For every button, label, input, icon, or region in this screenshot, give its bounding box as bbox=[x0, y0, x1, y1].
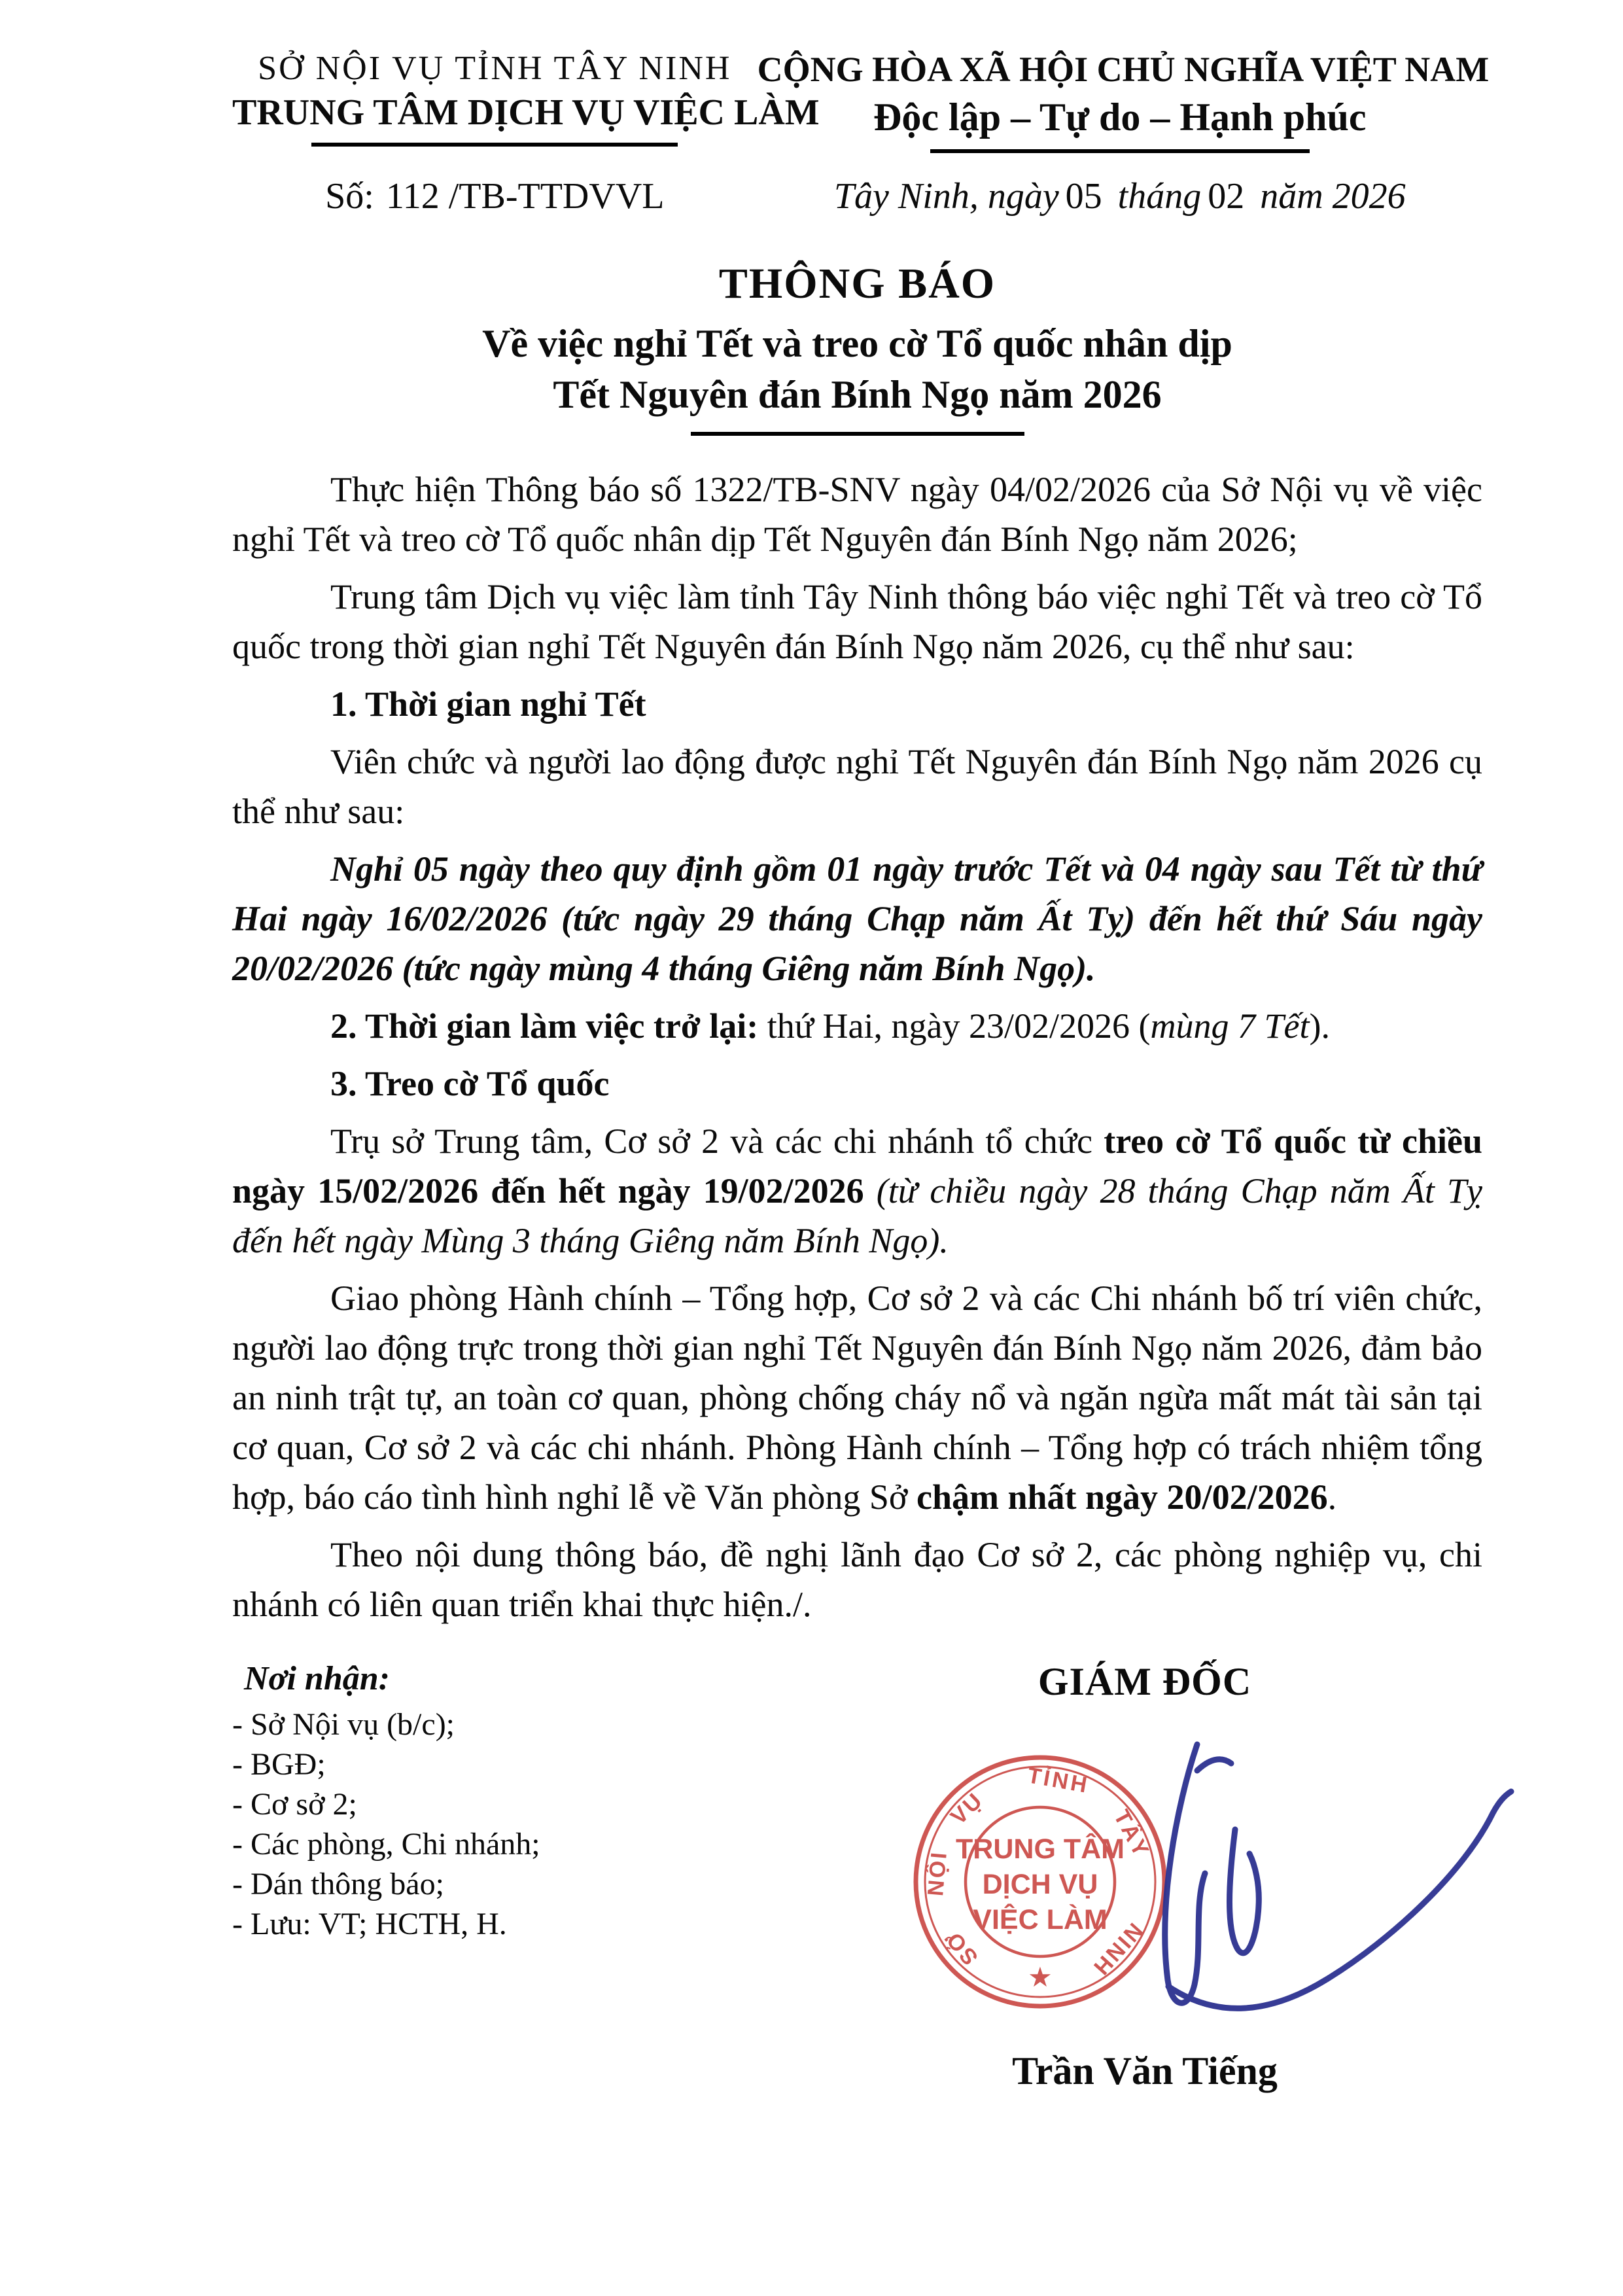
document-header bbox=[232, 49, 1490, 153]
paragraph-duty bbox=[232, 1273, 1482, 1522]
stamp-center-line3: VIỆC LÀM bbox=[973, 1904, 1108, 1935]
stamp-and-signature-area bbox=[807, 1704, 1482, 2045]
signature-stroke-4 bbox=[1168, 1792, 1511, 2008]
flag-text-lunar-note: (từ chiều ngày 28 tháng Chạp năm Ất Tỵ đến hết ngày Mùng 3 tháng Giêng năm Bính Ngọ). bbox=[232, 1171, 1482, 1260]
duty-text-regular: Giao phòng Hành chính – Tổng hợp, Cơ sở 2 và các Chi nhánh bố trí viên chức, người lao động trực trong thời gian nghỉ Tết Nguyên đán Bính Ngọ năm 2026, đảm bảo an ninh trật tự, an toàn cơ quan, phòng chống cháy nổ và ngăn ngừa mất mát tài sản tại cơ quan, Cơ sở 2 và các chi nhánh. Phòng Hành chính – Tổng hợp có trách nhiệm tổng hợp, báo cáo tình hình nghỉ lễ về Văn phòng Sở bbox=[232, 1279, 1482, 1517]
paragraph-holiday-dates: Nghỉ 05 ngày theo quy định gồm 01 ngày trước Tết và 04 ngày sau Tết từ thứ Hai ngày 16/02/2026 (tức ngày 29 tháng Chạp năm Ất Tỵ) đến hết thứ Sáu ngày 20/02/2026 (tức ngày mùng 4 tháng Giêng năm Bính Ngọ). bbox=[232, 849, 1482, 988]
motto-underline bbox=[930, 149, 1310, 153]
section-3-heading: 3. Treo cờ Tổ quốc bbox=[330, 1064, 610, 1103]
stamp-ring-word-ninh: NINH bbox=[1087, 1918, 1148, 1981]
paragraph-flag bbox=[232, 1116, 1482, 1265]
title-underline bbox=[691, 432, 1024, 436]
stamp-star-icon: ★ bbox=[1028, 1962, 1053, 1992]
duty-deadline-bold: chậm nhất ngày 20/02/2026 bbox=[916, 1477, 1328, 1517]
recipient-item: - Sở Nội vụ (b/c); bbox=[232, 1707, 455, 1742]
date-year: năm 2026 bbox=[1260, 176, 1406, 217]
signature-block bbox=[807, 1659, 1482, 2094]
official-stamp-and-signature bbox=[765, 1708, 1524, 2049]
national-motto: Độc lập – Tự do – Hạnh phúc bbox=[873, 96, 1367, 139]
number-and-date-row bbox=[232, 175, 1482, 217]
recipient-item: - BGĐ; bbox=[232, 1747, 326, 1782]
recipients-block bbox=[232, 1659, 807, 2094]
recipient-item: - Dán thông báo; bbox=[232, 1867, 444, 1901]
date-month: 02 bbox=[1208, 176, 1245, 217]
section-2-text: thứ Hai, ngày 23/02/2026 ( bbox=[758, 1006, 1151, 1046]
document-footer bbox=[232, 1659, 1482, 2094]
signature-stroke-3 bbox=[1230, 1829, 1259, 1953]
recipients-label: Nơi nhận: bbox=[244, 1660, 390, 1697]
flag-text-regular: Trụ sở Trung tâm, Cơ sở 2 và các chi nhánh tổ chức bbox=[330, 1122, 1104, 1161]
stamp-ring-word-vu: VỤ bbox=[946, 1787, 988, 1830]
so-label: Số: bbox=[325, 176, 374, 217]
section-2-end: ). bbox=[1309, 1006, 1330, 1046]
recipients-list bbox=[232, 1704, 807, 1944]
paragraph-section1-intro: Viên chức và người lao động được nghỉ Tết Nguyên đán Bính Ngọ năm 2026 cụ thể như sau: bbox=[232, 742, 1482, 831]
recipient-item: - Các phòng, Chi nhánh; bbox=[232, 1827, 540, 1862]
national-motto-block bbox=[757, 49, 1490, 153]
subject-line1: Về việc nghỉ Tết và treo cờ Tổ quốc nhân dịp bbox=[482, 322, 1232, 365]
section-2-lunar-note: mùng 7 Tết bbox=[1150, 1006, 1310, 1046]
section-2-line bbox=[232, 1001, 1482, 1051]
date-thang: tháng bbox=[1117, 176, 1202, 217]
document-title-block bbox=[232, 259, 1482, 436]
stamp-ring-word-noi: NỘI bbox=[923, 1849, 952, 1898]
stamp-center-line1: TRUNG TÂM bbox=[956, 1833, 1125, 1865]
so-number: 112 bbox=[385, 176, 440, 217]
stamp-ring-word-so: SỞ bbox=[939, 1924, 983, 1970]
signer-name: Trần Văn Tiếng bbox=[1012, 2049, 1278, 2093]
flag-text-bold: treo cờ Tổ quốc từ chiều ngày 15/02/2026 đến hết ngày 19/02/2026 bbox=[232, 1122, 1482, 1210]
handwritten-signature bbox=[1165, 1744, 1511, 2008]
stamp-center-line2: DỊCH VỤ bbox=[982, 1869, 1098, 1900]
subject-line2: Tết Nguyên đán Bính Ngọ năm 2026 bbox=[553, 373, 1162, 416]
issuing-org-block bbox=[232, 49, 820, 153]
stamp-ring-word-tay: TÂY bbox=[1108, 1805, 1155, 1862]
document-body bbox=[232, 465, 1482, 1629]
paragraph-closing: Theo nội dung thông báo, đề nghị lãnh đạo Cơ sở 2, các phòng nghiệp vụ, chi nhánh có liên quan triển khai thực hiện./. bbox=[232, 1535, 1482, 1624]
document-type-title: THÔNG BÁO bbox=[718, 260, 996, 308]
recipient-item: - Lưu: VT; HCTH, H. bbox=[232, 1907, 507, 1941]
date-day: 05 bbox=[1065, 176, 1102, 217]
section-1-heading: 1. Thời gian nghỉ Tết bbox=[330, 684, 646, 724]
org-underline bbox=[311, 143, 678, 147]
date-prefix: Tây Ninh, ngày bbox=[833, 176, 1059, 217]
red-seal-stamp bbox=[916, 1757, 1164, 2006]
signer-title: GIÁM ĐỐC bbox=[1038, 1660, 1252, 1703]
recipient-item: - Cơ sở 2; bbox=[232, 1787, 357, 1822]
parent-org-name: SỞ NỘI VỤ TỈNH TÂY NINH bbox=[258, 50, 732, 87]
duty-text-end: . bbox=[1327, 1477, 1337, 1517]
stamp-ring-word-tinh: TỈNH bbox=[1025, 1763, 1092, 1799]
document-number bbox=[232, 175, 758, 217]
signature-stroke-2 bbox=[1197, 1759, 1231, 1771]
paragraph-preamble-2: Trung tâm Dịch vụ việc làm tỉnh Tây Ninh thông báo việc nghỉ Tết và treo cờ Tổ quốc trong thời gian nghỉ Tết Nguyên đán Bính Ngọ năm 2026, cụ thể như sau: bbox=[232, 577, 1482, 666]
section-2-heading: 2. Thời gian làm việc trở lại: bbox=[330, 1006, 759, 1046]
place-date-line bbox=[758, 175, 1482, 217]
paragraph-preamble-1: Thực hiện Thông báo số 1322/TB-SNV ngày 04/02/2026 của Sở Nội vụ về việc nghỉ Tết và treo cờ Tổ quốc nhân dịp Tết Nguyên đán Bính Ngọ năm 2026; bbox=[232, 470, 1482, 559]
national-title: CỘNG HÒA XÃ HỘI CHỦ NGHĨA VIỆT NAM bbox=[757, 50, 1490, 89]
so-suffix: /TB-TTDVVL bbox=[448, 176, 665, 217]
signature-stroke-1 bbox=[1165, 1744, 1205, 2003]
document-subject bbox=[232, 318, 1482, 420]
org-name: TRUNG TÂM DỊCH VỤ VIỆC LÀM bbox=[232, 92, 820, 133]
